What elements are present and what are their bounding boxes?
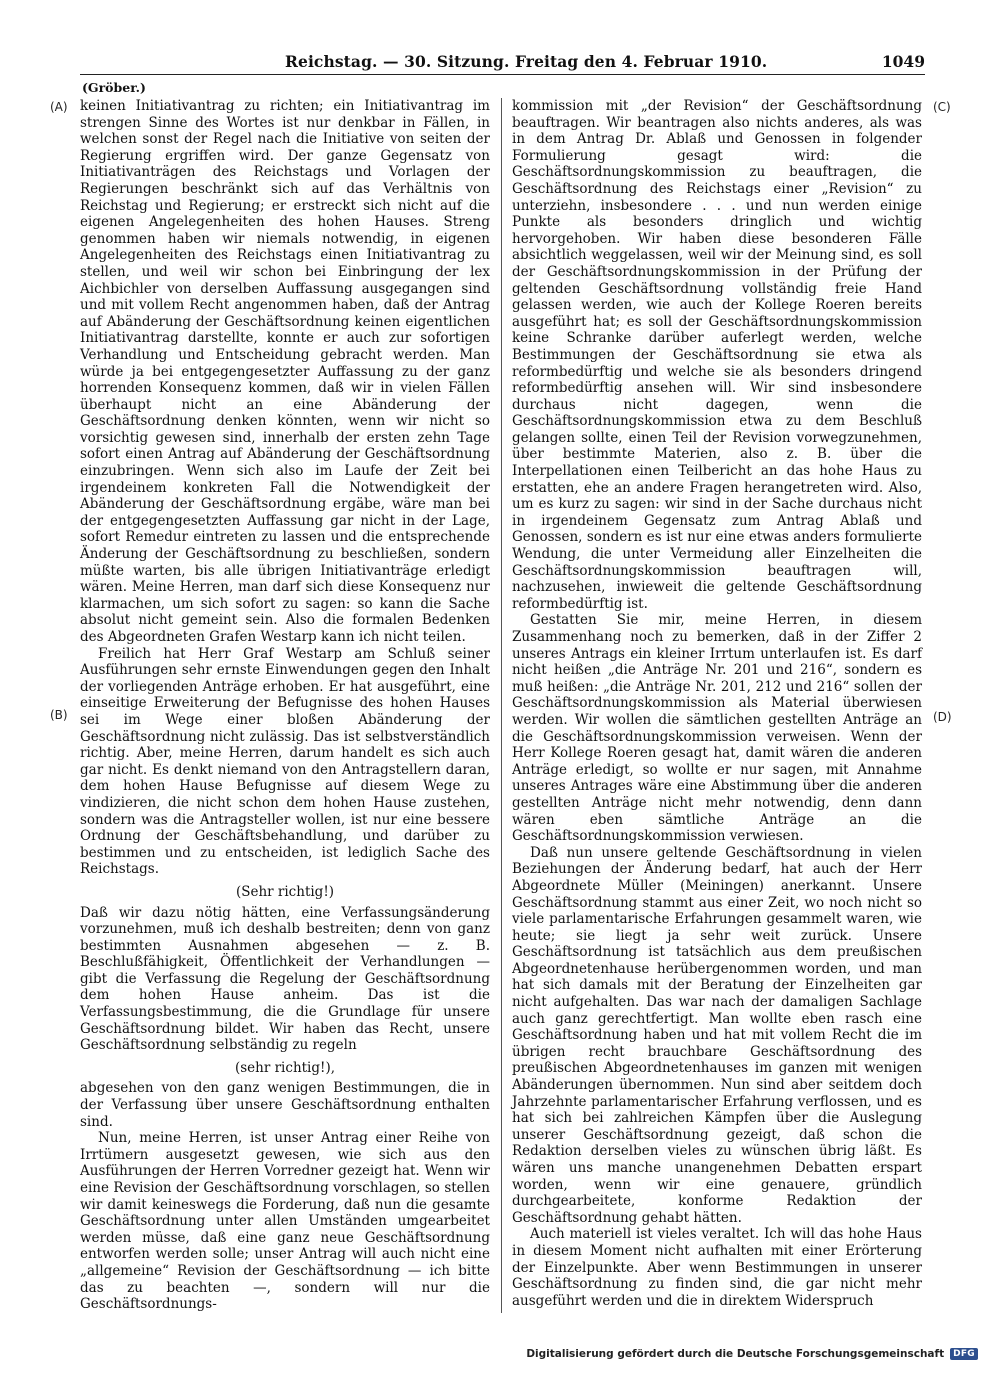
interjection: (sehr richtig!),	[234, 1059, 336, 1076]
page-header	[80, 50, 925, 72]
digitization-footer	[526, 1348, 978, 1360]
paragraph: Nun, meine Herren, ist unser Antrag einer Reihe von Irrtümern ausgesetzt gewesen, wie sich aus den Ausführungen der Herren Vorredner gezeigt hat. Wenn wir eine Revision der Geschäftsordnung vorschlagen, so stellen wir damit keineswegs die Forderung, daß nun die gesamte Geschäftsordnung unter allen Umständen umgearbeitet werden müsse, daß eine ganz neue Geschäftsordnung entworfen werden solle; unser Antrag will auch nicht eine „allgemeine“ Revision der Geschäftsordnung — ich bitte das zu beachten —, sondern will nur die Geschäftsordnungs-	[80, 1130, 490, 1313]
paragraph: Freilich hat Herr Graf Westarp am Schluß seiner Ausführungen sehr ernste Einwendungen gegen den Inhalt der vorliegenden Anträge erhoben. Er hat ausgeführt, eine einseitige Erweiterung der Befugnisse des hohen Hauses sei im Wege einer bloßen Abänderung der Geschäftsordnung nicht zulässig. Das ist selbstverständlich richtig. Aber, meine Herren, darum handelt es sich auch gar nicht. Es denkt niemand von den Antragstellern daran, dem hohen Hause Befugnisse auf diesem Wege zu vindizieren, die nicht schon dem hohen Hause zustehen, sondern was die Antragsteller wollen, ist nur eine bessere Ordnung der Geschäftsbehandlung, und darüber zu bestimmen und zu entscheiden, ist lediglich Sache des Reichstags.	[80, 645, 490, 878]
right-column	[512, 98, 922, 1309]
paragraph: Gestatten Sie mir, meine Herren, in diesem Zusammenhang noch zu bemerken, daß in der Ziffer 2 unseres Antrags ein kleiner Irrtum unterlaufen ist. Es darf nicht heißen „die Anträge Nr. 201 und 216“, sondern es muß heißen: „die Anträge Nr. 201, 212 und 216“ sollen der Geschäftsordnungskommission als Material überwiesen werden. Wir wollen die sämtlichen gestellten Anträge an die Geschäftsordnungskommission verweisen. Wenn der Herr Kollege Roeren gesagt hat, damit wären die anderen Anträge erledigt, so wollte er nur sagen, mit Annahme unseres Antrages wäre eine Abstimmung über die anderen gestellten Anträge nicht mehr notwendig, denn dann wären eben sämtliche Anträge an die Geschäftsordnungskommission verwiesen.	[512, 612, 922, 845]
interjection: (Sehr richtig!)	[235, 883, 335, 900]
paragraph: Daß wir dazu nötig hätten, eine Verfassungsänderung vorzunehmen, muß ich deshalb bestreiten; denn von ganz bestimmten Ausnahmen abgesehen — z. B. Beschlußfähigkeit, Öffentlichkeit der Verhandlungen — gibt die Verfassung die Regelung der Geschäftsordnung dem hohen Hause anheim. Das ist die Verfassungsbestimmung, die die Grundlage für unsere Geschäftsordnung bildet. Wir haben das Recht, unsere Geschäftsordnung selbständig zu regeln	[80, 904, 490, 1054]
page-number: 1049	[881, 52, 925, 71]
paragraph: Daß nun unsere geltende Geschäftsordnung in vielen Beziehungen der Änderung bedarf, hat auch der Herr Abgeordnete Müller (Meiningen) anerkannt. Unsere Geschäftsordnung stammt aus einer Zeit, wo noch nicht so viele parlamentarische Erfahrungen gesammelt waren, wie heute; sie liegt ja sehr weit zurück. Unsere Geschäftsordnung ist tatsächlich aus dem preußischen Abgeordnetenhause herübergenommen worden, und man hat sich damals mit der Beratung der Einzelheiten gar nicht aufgehalten. Das war nach der damaligen Sachlage auch ganz gerechtfertigt. Man wollte eben rasch eine Geschäftsordnung haben und hat mit vollem Recht die im übrigen recht brauchbare Geschäftsordnung des preußischen Abgeordnetenhauses im ganzen mit wenigen Abänderungen übernommen. Nun sind aber seitdem doch Jahrzehnte parlamentarischer Erfahrung verflossen, und es hat sich bei zahlreichen Kämpfen über die Auslegung unserer Geschäftsordnung gezeigt, daß schon die Redaktion derselben vieles zu wünschen übrig läßt. Es wären uns manche unangenehmen Debatten erspart worden, wenn wir eine genauere, gründlich durchgearbeitete, konforme Redaktion der Geschäftsordnung gehabt hätten.	[512, 844, 922, 1226]
margin-marker-c: (C)	[933, 100, 951, 114]
dfg-logo-icon: DFG	[950, 1348, 978, 1360]
margin-marker-b: (B)	[50, 708, 68, 722]
paragraph: Auch materiell ist vieles veraltet. Ich will das hohe Haus in diesem Moment nicht aufhalten mit einer Erörterung der Einzelpunkte. Aber wenn Bestimmungen in unserer Geschäftsordnung zu finden sind, die gar nicht mehr ausgeführt werden und die in direktem Widerspruch	[512, 1226, 922, 1309]
header-rule	[80, 74, 925, 75]
paragraph: keinen Initiativantrag zu richten; ein Initiativantrag im strengen Sinne des Wortes ist nur denkbar in Fällen, in welchen sonst der Regel nach die Initiative von seiten der Regierung ergriffen wird. Der ganze Gegensatz von Initiativanträgen des Reichstags und Vorlagen der Regierungen beschränkt sich auf das Verhältnis von Reichstag und Regierung; er erstreckt sich nicht auf die eigenen Angelegenheiten des hohen Hauses. Streng genommen haben wir niemals notwendig, in eigenen Angelegenheiten des Reichstags einen Initiativantrag zu stellen, und weil wir schon bei Einbringung der lex Aichbichler von derselben Auffassung ausgegangen sind und mit vollem Recht angenommen haben, daß der Antrag auf Abänderung der Geschäftsordnung keinen eigentlichen Initiativantrag darstellte, konnte er auch zur sofortigen Verhandlung und Entscheidung gebracht werden. Man würde ja bei entgegengesetzter Auffassung zu der ganz horrenden Konsequenz kommen, daß wir in vielen Fällen überhaupt nicht an eine Abänderung der Geschäftsordnung denken könnten, wenn wir nicht so vorsichtig gewesen sind, innerhalb der ersten zehn Tage sofort einen Antrag auf Abänderung der Geschäftsordnung einzubringen. Wenn sich also im Laufe der Zeit bei irgendeinem konkreten Fall die Notwendigkeit der Abänderung der Geschäftsordnung ergäbe, wäre man bei der entgegengesetzten Auffassung gar nicht in der Lage, sofort Remedur eintreten zu lassen und die entsprechende Änderung der Geschäftsordnung zu beschließen, sondern müßte warten, bis alle übrigen Initiativanträge erledigt wären. Meine Herren, man darf sich diese Konsequenz nur klarmachen, um sich sofort zu sagen: so kann die Sache absolut nicht gemeint sein. Also die formalen Bedenken des Abgeordneten Grafen Westarp kann ich nicht teilen.	[80, 98, 490, 645]
paragraph: abgesehen von den ganz wenigen Bestimmungen, die in der Verfassung über unsere Geschäftsordnung enthalten sind.	[80, 1080, 490, 1130]
speaker-name: (Gröber.)	[82, 80, 146, 95]
running-title: Reichstag. — 30. Sitzung. Freitag den 4. Februar 1910.	[285, 52, 768, 71]
paragraph: kommission mit „der Revision“ der Geschäftsordnung beauftragen. Wir beantragen also nichts anderes, als was in dem Antrag Dr. Ablaß und Genossen in folgender Formulierung gesagt wird: die Geschäftsordnungskommission zu beauftragen, die Geschäftsordnung des Reichstags einer „Revision“ zu unterziehn, insbesondere . . . und nun werden einige Punkte als besonders dringlich und wichtig hervorgehoben. Wir haben diese besonderen Fälle absichtlich weggelassen, weil wir der Meinung sind, es soll der Geschäftsordnungskommission in der Prüfung der geltenden Geschäftsordnung vollständig freie Hand gelassen werden, wie auch der Kollege Roeren bereits ausgeführt hat; es soll der Geschäftsordnungskommission keine Schranke darüber auferlegt werden, welche Bestimmungen der Geschäftsordnung sie etwa als reformbedürftig und welche sie als besonders dringend reformbedürftig ansehen will. Wir sind insbesondere durchaus nicht dagegen, wenn die Geschäftsordnungskommission etwa zu dem Beschluß gelangen sollte, einen Teil der Revision vorwegzunehmen, über bestimmte Materien, also z. B. über die Interpellationen einen Teilbericht an das hohe Haus zu erstatten, ehe an andere Fragen herangetreten wird. Also, um es kurz zu sagen: wir sind in der Sache durchaus nicht in irgendeinem Gegensatz zum Antrag Ablaß und Genossen, sondern es ist nur eine etwas anders formulierte Wendung, die unter Vermeidung aller Einzelheiten die Geschäftsordnungskommission beauftragen will, nachzusehen, inwieweit die geltende Geschäftsordnung reformbedürftig ist.	[512, 98, 922, 612]
margin-marker-d: (D)	[933, 710, 952, 724]
margin-marker-a: (A)	[50, 100, 68, 114]
left-column	[80, 98, 490, 1313]
footer-text: Digitalisierung gefördert durch die Deutsche Forschungsgemeinschaft	[526, 1348, 945, 1360]
column-divider	[501, 98, 502, 1313]
